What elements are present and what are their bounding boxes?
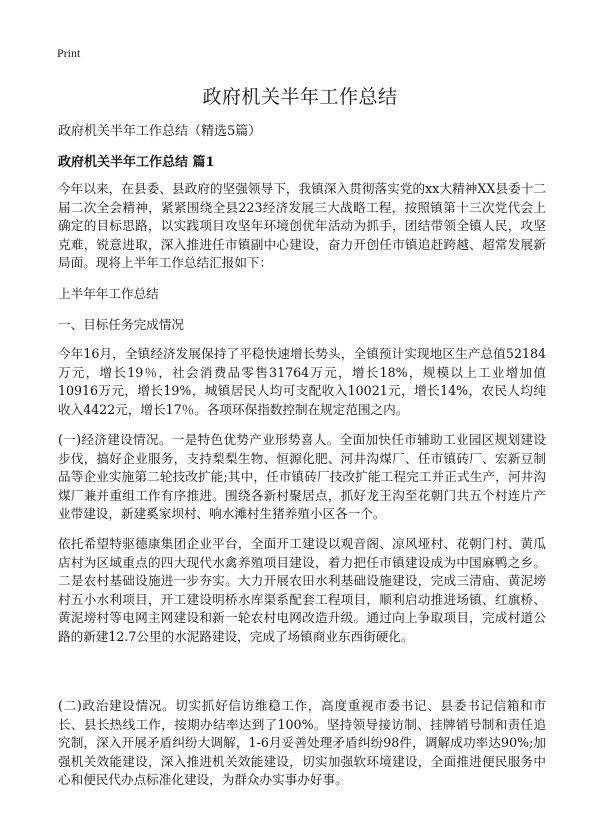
page-title: 政府机关半年工作总结 <box>202 86 398 108</box>
section-heading: 政府机关半年工作总结 篇1 <box>58 155 215 170</box>
paragraph-economic-construction: (一)经济建设情况。一是特色优势产业形势喜人。全面加快任市辅助工业园区规划建设步伐，搞好企业服务，支持梨梨生物、恒源化肥、河井沟煤厂、任市镇砖厂、宏新豆制品等企业实施第二轮技改扩能;其中，任市镇砖厂技改扩能工程完工并正式生产，河井沟煤厂兼并重组工作有序推进。围绕各新村聚居点，抓好龙王沟至花朝门共五个村连片产业带建设，新建奚家坝村、响水滩村生猪养殖小区各一个。 <box>58 432 546 522</box>
subheading-half-year-summary: 上半年年工作总结 <box>58 286 159 301</box>
paragraph-economic-overview: 今年16月，全镇经济发展保持了平稳快速增长势头，全镇预计实现地区生产总值52184万元，增长19％，社会消费品零售31764万元，增长18%，规模以上工业增加值10916万元，增长19%，城镇居民人均可支配收入10021元，增长14%，农民人均纯收入4422元，增长17％。各项环保指数控制在规定范围之内。 <box>58 346 546 417</box>
print-link[interactable]: Print <box>57 46 81 60</box>
paragraph-political-construction: (二)政治建设情况。切实抓好信访维稳工作，高度重视市委书记、县委书记信箱和市长、县长热线工作，按期办结率达到了100%。坚持领导接访制、挂牌销号制和责任追究制，深入开展矛盾纠纷大调解，1-6月妥善处理矛盾纠纷98件，调解成功率达90%;加强机关效能建设，深入推进机关效能建设，切实加强软环境建设，全面推进便民服务中心和便民代办点标准化建设，为群众办实事办好事。 <box>58 698 546 788</box>
paragraph-intro: 今年以来，在县委、县政府的坚强领导下，我镇深入贯彻落实党的xx大精神XX县委十二届二次全会精神，紧紧围绕全县223经济发展三大战略工程，按照镇第十三次党代会上确定的目标思路，以实践项目攻坚年环境创优年活动为抓手，团结带领全镇人民，攻坚克难，锐意进取，深入推进任市镇副中心建设，奋力开创任市镇追赶跨越、超常发展新局面。现将上半年工作总结汇报如下： <box>58 181 546 271</box>
document-subtitle: 政府机关半年工作总结（精选5篇） <box>58 124 262 139</box>
paragraph-infrastructure: 依托希望特驱德康集团企业平台，全面开工建设以观音阁、凉风垭村、花朝门村、黄瓜店村为区域重点的四大现代水禽养殖项目建设，着力把任市镇建设成为中国麻鸭之乡。二是农村基础设施进一步夯实。大力开展农田水利基础设施建设，完成三清庙、黄泥塝村五小水利项目，开工建设明桥水库渠系配套工程项目，顺利启动推进场镇、红旗桥、黄泥塝村等电网主网建设和新一轮农村电网改造升级。通过向上争取项目，完成村道公路的新建12.7公里的水泥路建设，完成了场镇商业东西街硬化。 <box>58 536 546 644</box>
subheading-target-completion: 一、目标任务完成情况 <box>58 317 184 332</box>
